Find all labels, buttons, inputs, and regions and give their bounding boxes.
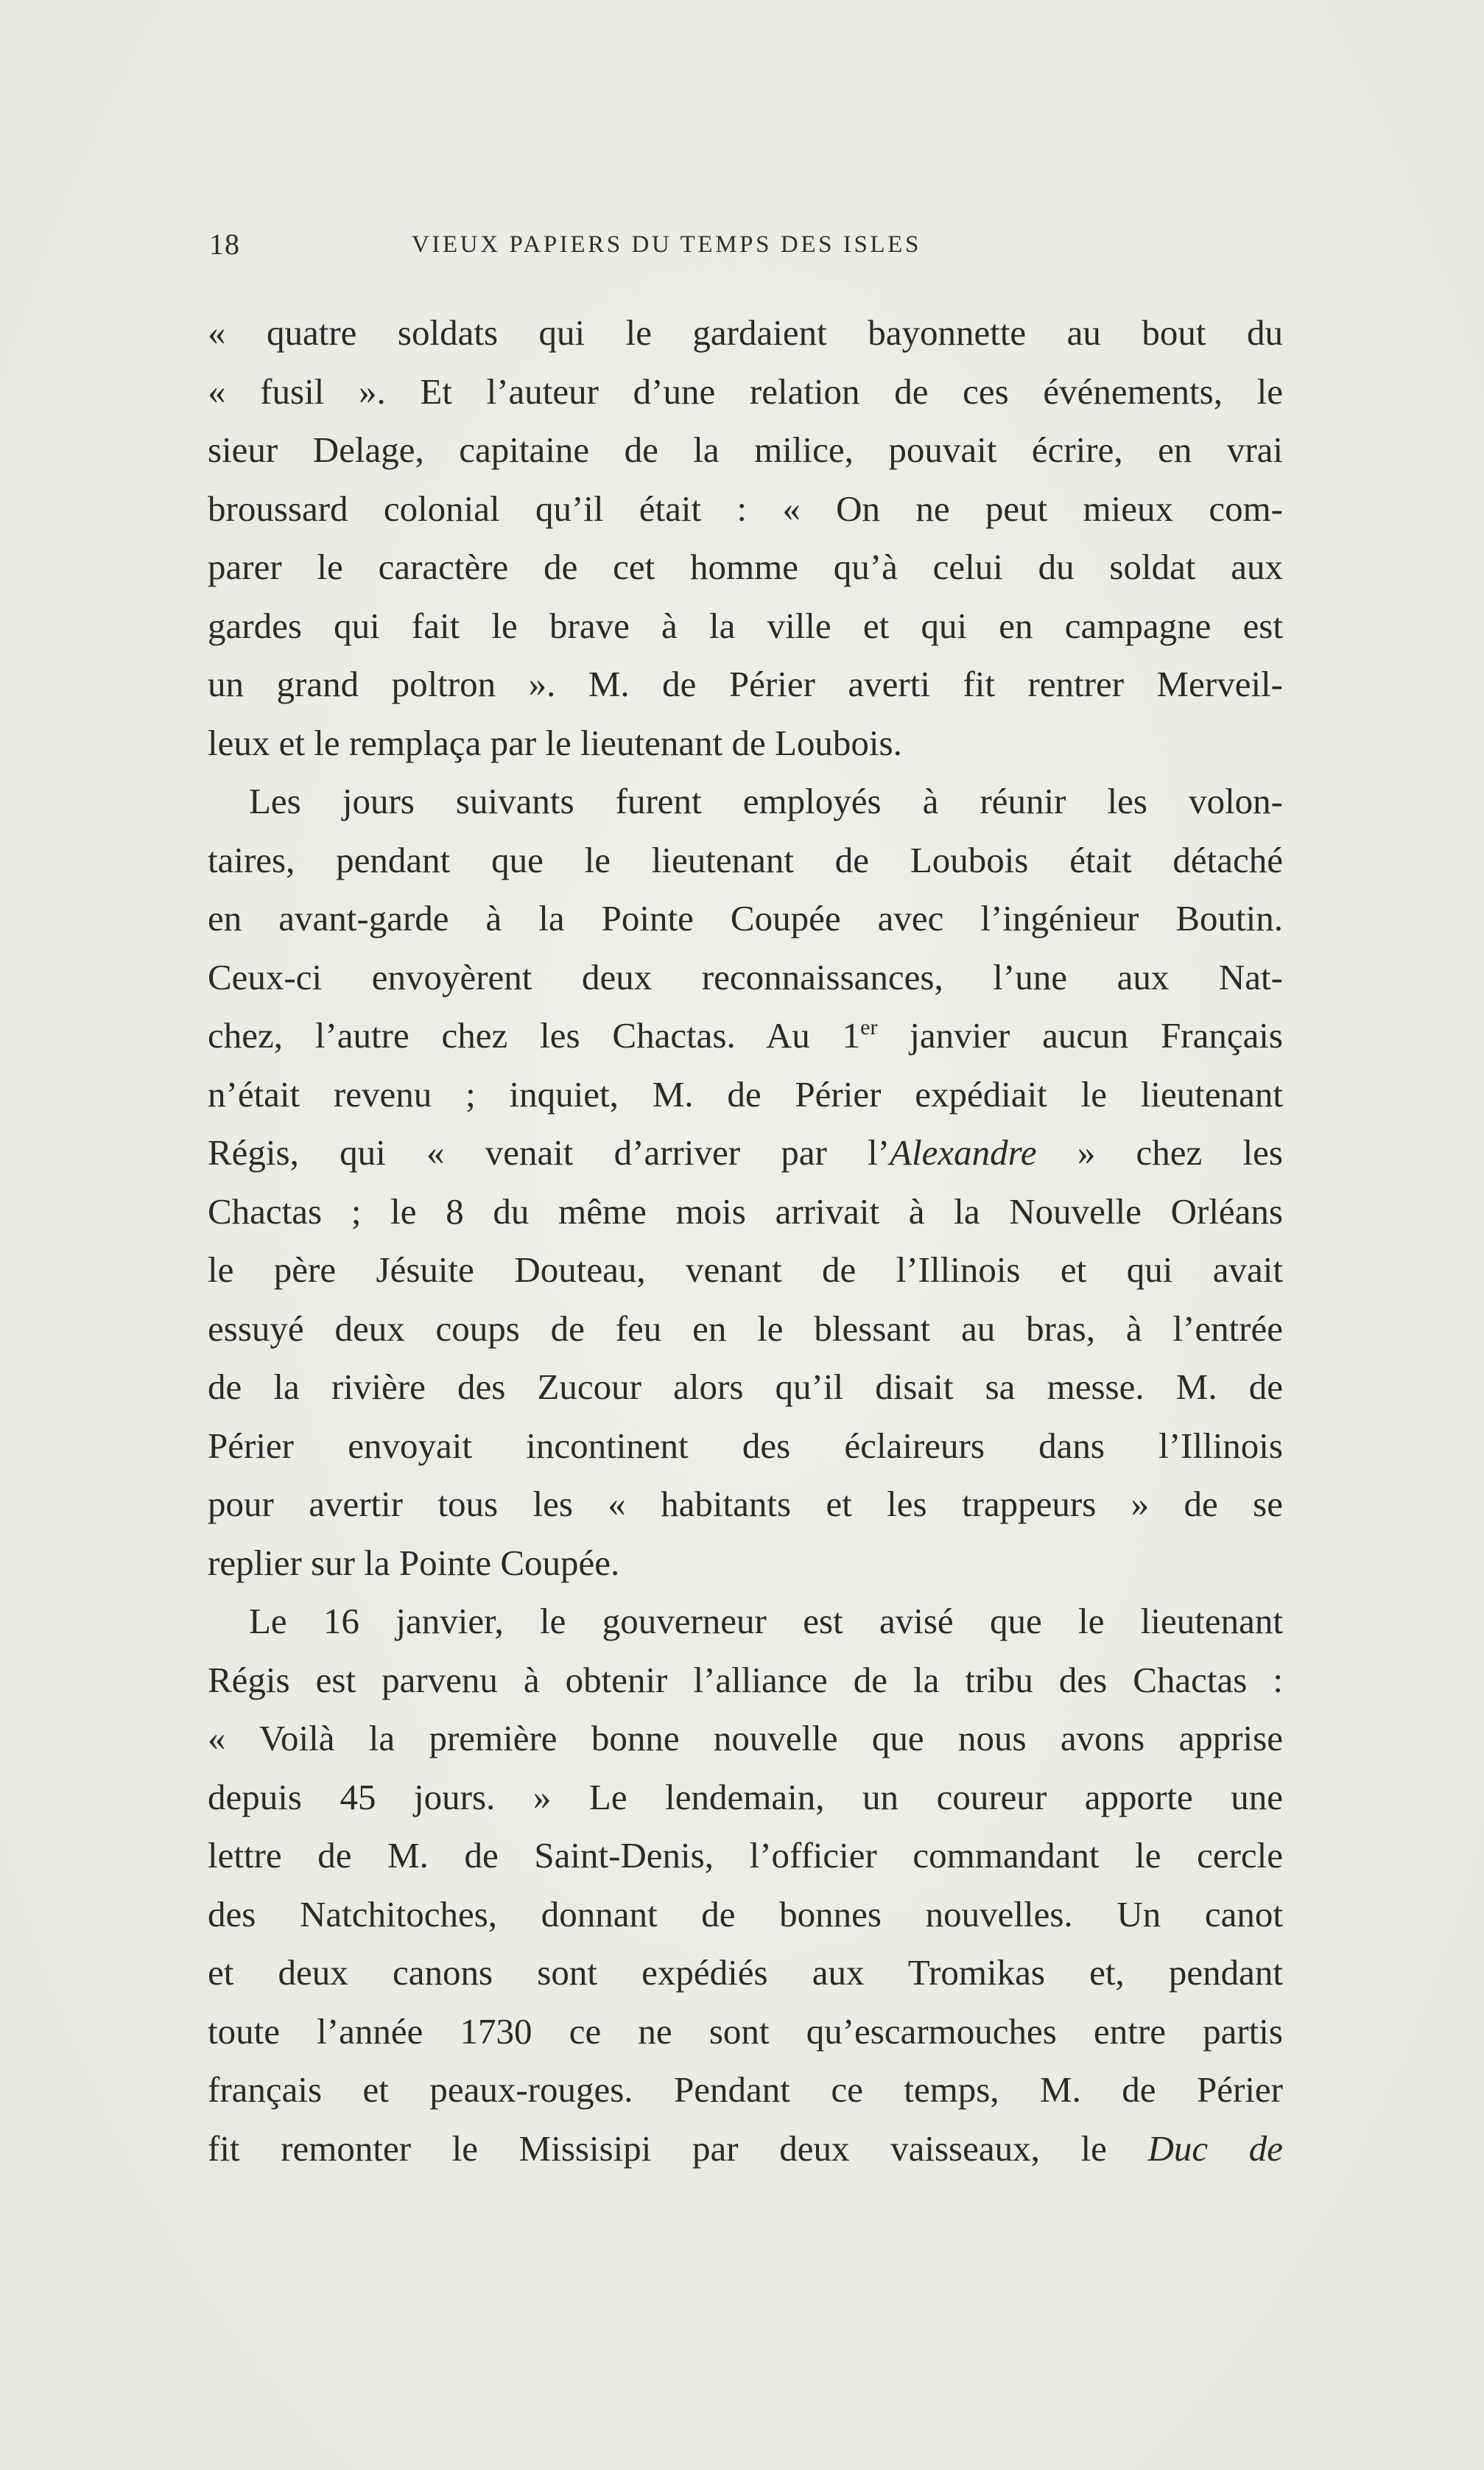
text-line (208, 1123, 1283, 1182)
text-line: pour avertir tous les « habitants et les trappeurs » de se (208, 1484, 1283, 1524)
text-line: un grand poltron ». M. de Périer averti fit rentrer Merveil- (208, 664, 1283, 704)
text-line: Ceux-ci envoyèrent deux reconnaissances, l’une aux Nat- (208, 956, 1283, 997)
text-segment: fit remonter le Missisipi par deux vaisseaux, le (208, 2127, 1148, 2169)
text-line: et deux canons sont expédiés aux Tromikas et, pendant (208, 1952, 1283, 1993)
text-line: taires, pendant que le lieutenant de Loubois était détaché (208, 839, 1283, 880)
text-line: sieur Delage, capitaine de la milice, pouvait écrire, en vrai (208, 429, 1283, 470)
text-segment: Régis, qui « venait d’arriver par l’ (208, 1132, 890, 1173)
text-line: de la rivière des Zucour alors qu’il disait sa messe. M. de (208, 1366, 1283, 1407)
page-number: 18 (209, 228, 240, 261)
text-line: en avant-garde à la Pointe Coupée avec l’ingénieur Boutin. (208, 898, 1283, 938)
text-line: leux et le remplaça par le lieutenant de Loubois. (208, 722, 902, 763)
running-title: VIEUX PAPIERS DU TEMPS DES ISLES (412, 231, 921, 258)
text-line: n’était revenu ; inquiet, M. de Périer expédiait le lieutenant (208, 1073, 1283, 1115)
text-line (208, 1006, 1283, 1065)
text-segment: janvier aucun Français (877, 1015, 1283, 1056)
text-line: depuis 45 jours. » Le lendemain, un coureur apporte une (208, 1776, 1283, 1817)
running-head (209, 227, 1284, 264)
text-segment: » chez les (1036, 1132, 1283, 1173)
text-line: replier sur la Pointe Coupée. (208, 1542, 620, 1583)
text-line: essuyé deux coups de feu en le blessant au bras, à l’entrée (208, 1308, 1283, 1349)
italic-ship-name: Alexandre (890, 1132, 1037, 1173)
text-line: broussard colonial qu’il était : « On ne peut mieux com- (208, 488, 1283, 529)
italic-ship-name: Duc de (1147, 2127, 1283, 2169)
body-text (208, 304, 1283, 2178)
text-line: toute l’année 1730 ce ne sont qu’escarmouches entre partis (208, 2010, 1283, 2052)
paragraph-start-line: Les jours suivants furent employés à réunir les volon- (249, 781, 1283, 821)
text-line: Périer envoyait incontinent des éclaireurs dans l’Illinois (208, 1425, 1283, 1466)
text-line: Chactas ; le 8 du même mois arrivait à la Nouvelle Orléans (208, 1190, 1283, 1232)
paragraph-start-line: Le 16 janvier, le gouverneur est avisé que le lieutenant (249, 1601, 1283, 1641)
text-line: gardes qui fait le brave à la ville et qui en campagne est (208, 605, 1283, 646)
text-line: des Natchitoches, donnant de bonnes nouvelles. Un canot (208, 1893, 1283, 1934)
superscript: er (860, 1015, 878, 1039)
text-line: « fusil ». Et l’auteur d’une relation de ces événements, le (208, 371, 1283, 412)
text-line: lettre de M. de Saint-Denis, l’officier commandant le cercle (208, 1835, 1283, 1876)
text-line: « quatre soldats qui le gardaient bayonnette au bout du (208, 312, 1283, 353)
text-line: Régis est parvenu à obtenir l’alliance de la tribu des Chactas : (208, 1659, 1283, 1700)
text-line: « Voilà la première bonne nouvelle que nous avons apprise (208, 1718, 1283, 1758)
text-line (208, 2119, 1283, 2178)
text-line: parer le caractère de cet homme qu’à celui du soldat aux (208, 547, 1283, 587)
text-line: le père Jésuite Douteau, venant de l’Illinois et qui avait (208, 1249, 1283, 1290)
text-line: français et peaux-rouges. Pendant ce temps, M. de Périer (208, 2069, 1283, 2110)
text-segment: chez, l’autre chez les Chactas. Au 1 (208, 1015, 861, 1056)
